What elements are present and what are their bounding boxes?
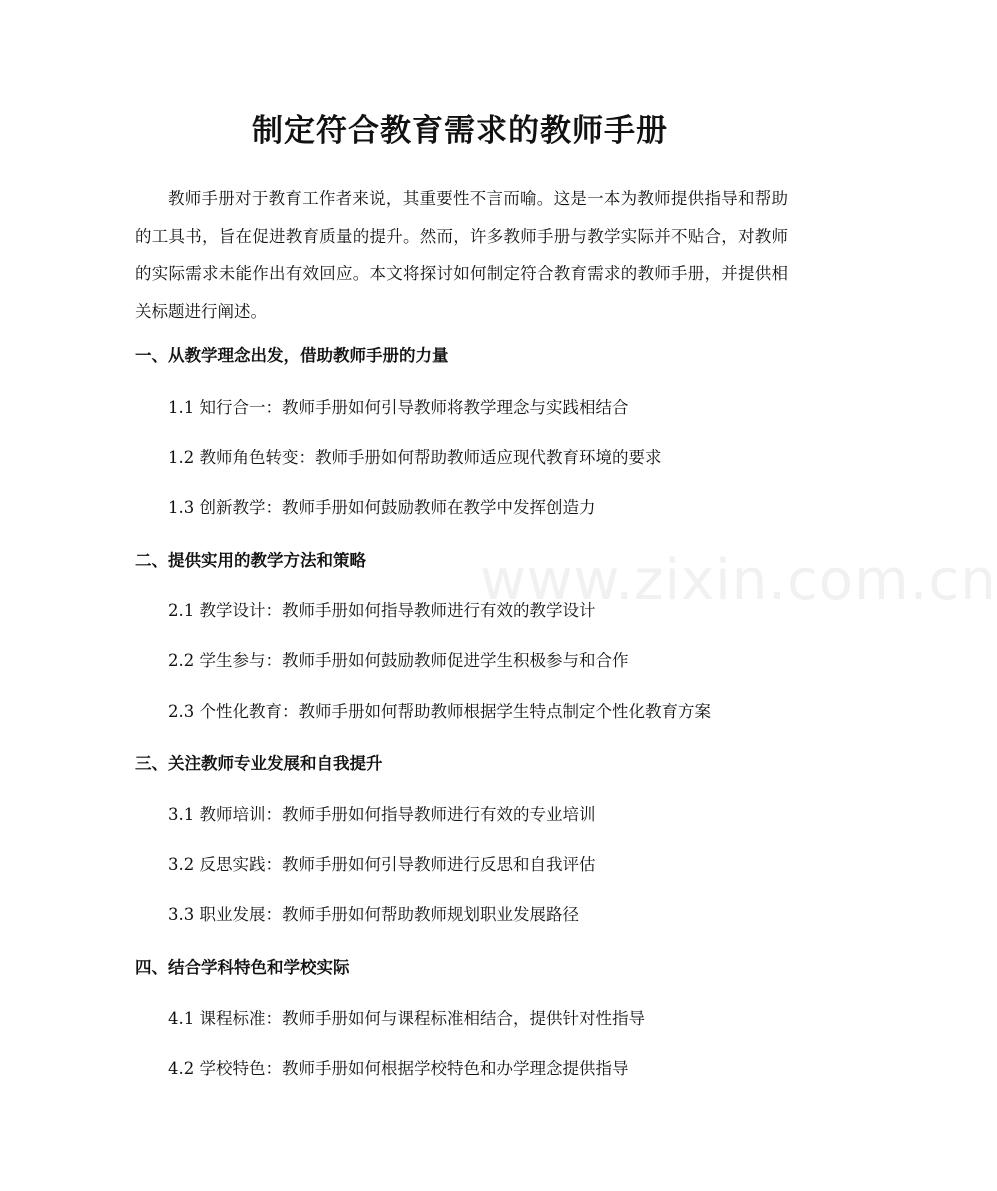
- section-3-item-3: 3.3 职业发展：教师手册如何帮助教师规划职业发展路径: [168, 905, 579, 924]
- intro-paragraph: 教师手册对于教育工作者来说，其重要性不言而喻。这是一本为教师提供指导和帮助的工具书，旨在促进教育质量的提升。然而，许多教师手册与教学实际并不贴合，对教师的实际需求未能作出有效回应。本文将探讨如何制定符合教育需求的教师手册，并提供相关标题进行阐述。: [135, 189, 788, 321]
- section-heading-1: 一、从教学理念出发，借助教师手册的力量: [135, 346, 449, 365]
- section-1-item-2: 1.2 教师角色转变：教师手册如何帮助教师适应现代教育环境的要求: [168, 448, 662, 467]
- section-heading-2: 二、提供实用的教学方法和策略: [135, 551, 366, 570]
- section-2-item-3: 2.3 个性化教育：教师手册如何帮助教师根据学生特点制定个性化教育方案: [168, 702, 711, 721]
- section-4-item-2: 4.2 学校特色：教师手册如何根据学校特色和办学理念提供指导: [168, 1059, 629, 1078]
- section-3-item-2: 3.2 反思实践：教师手册如何引导教师进行反思和自我评估: [168, 855, 596, 874]
- section-2-item-2: 2.2 学生参与：教师手册如何鼓励教师促进学生积极参与和合作: [168, 651, 629, 670]
- watermark: www.zixin.com.cn: [480, 548, 997, 613]
- document-title: 制定符合教育需求的教师手册: [252, 113, 668, 149]
- section-1-item-3: 1.3 创新教学：教师手册如何鼓励教师在教学中发挥创造力: [168, 498, 596, 517]
- section-2-item-1: 2.1 教学设计：教师手册如何指导教师进行有效的教学设计: [168, 601, 596, 620]
- section-heading-3: 三、关注教师专业发展和自我提升: [135, 754, 383, 773]
- section-4-item-1: 4.1 课程标准：教师手册如何与课程标准相结合，提供针对性指导: [168, 1009, 645, 1028]
- section-heading-4: 四、结合学科特色和学校实际: [135, 958, 350, 977]
- section-1-item-1: 1.1 知行合一：教师手册如何引导教师将教学理念与实践相结合: [168, 398, 629, 417]
- section-3-item-1: 3.1 教师培训：教师手册如何指导教师进行有效的专业培训: [168, 805, 596, 824]
